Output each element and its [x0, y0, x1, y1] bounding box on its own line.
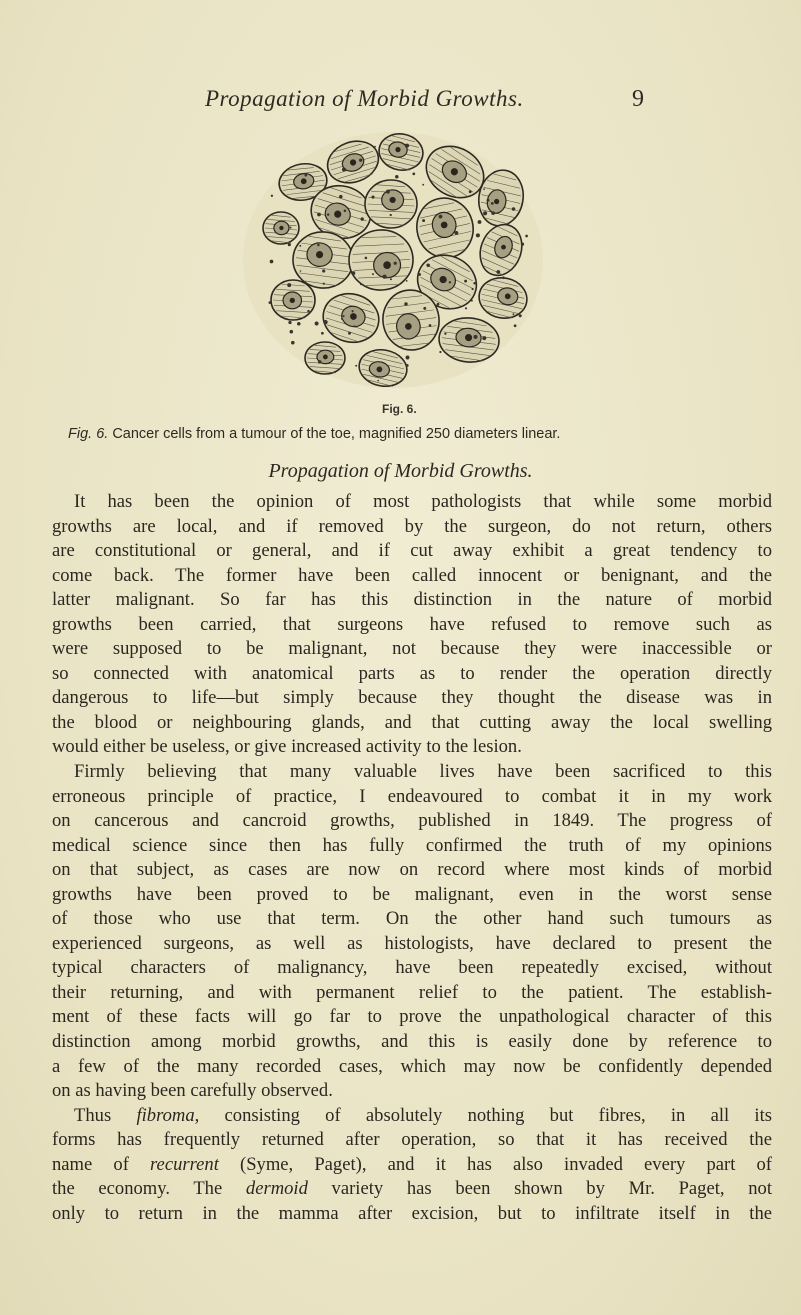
granule: [318, 360, 321, 363]
italic-term: recurrent: [150, 1153, 219, 1175]
granule: [271, 195, 273, 197]
granule: [390, 214, 392, 216]
granule: [390, 278, 392, 280]
cancer-cell: [305, 342, 345, 374]
granule: [496, 270, 500, 274]
text-line: come back. The former have been called innocent or benignant, and the: [52, 564, 772, 586]
granule: [525, 235, 528, 238]
granule: [491, 211, 495, 215]
page-number: 9: [632, 86, 644, 112]
text-line: so connected with anatomical parts as to render the operation directly: [52, 662, 772, 684]
granule: [469, 190, 472, 193]
granule: [491, 202, 494, 205]
granule: [355, 365, 357, 367]
granule: [519, 314, 522, 317]
granule: [514, 324, 517, 327]
granule: [327, 213, 329, 215]
granule: [386, 190, 390, 194]
granule: [439, 215, 443, 219]
text-line: It has been the opinion of most pathologists that while some morbid: [74, 491, 772, 512]
granule: [383, 275, 387, 279]
granule: [304, 174, 307, 177]
granule: [307, 310, 309, 312]
figure-caption: [68, 426, 788, 442]
granule: [300, 270, 302, 272]
granule: [299, 245, 301, 247]
granule: [288, 321, 291, 324]
text-line: Thus fibroma, consisting of absolutely nothing but fibres, in all its: [74, 1104, 772, 1126]
granule: [324, 320, 328, 324]
granule: [339, 195, 343, 199]
granule: [439, 351, 441, 353]
granule: [377, 380, 379, 382]
text-line: a few of the many recorded cases, which may now be confidently depended: [52, 1055, 772, 1077]
granule: [269, 301, 272, 304]
granule: [512, 207, 516, 211]
granule: [404, 302, 407, 305]
granule: [288, 243, 291, 246]
cancer-cell: [365, 180, 417, 228]
granule: [317, 244, 320, 247]
granule: [341, 318, 343, 320]
granule: [323, 188, 325, 190]
granule: [371, 196, 374, 199]
granule: [472, 288, 474, 290]
granule: [418, 273, 421, 276]
cancer-cell: [271, 280, 315, 320]
granule: [483, 211, 487, 215]
text-line: experienced surgeons, as well as histologists, have declared to present the: [52, 932, 772, 954]
text-line: their returning, and with permanent relief to the patient. The establish-: [52, 981, 772, 1003]
cancer-cells-illustration: [233, 120, 553, 395]
text-line: latter malignant. So far has this distinction in the nature of morbid: [52, 589, 772, 611]
granule: [478, 201, 480, 203]
granule: [323, 283, 325, 285]
granule: [512, 313, 514, 315]
granule: [437, 303, 440, 306]
italic-term: dermoid: [245, 1178, 308, 1200]
granule: [423, 307, 426, 310]
granule: [471, 300, 473, 302]
granule: [444, 333, 446, 335]
text-line: only to return in the mamma after excision, but to infiltrate itself in the: [52, 1202, 772, 1224]
granule: [297, 322, 301, 326]
text-line: on that subject, as cases are now on record where most kinds of morbid: [52, 859, 772, 881]
text-line: growths are local, and if removed by the surgeon, do not return, others: [52, 515, 772, 537]
granule: [394, 262, 397, 265]
text-line: growths been carried, that surgeons have refused to remove such as: [52, 613, 772, 635]
granule: [465, 307, 467, 309]
text-line: forms has frequently returned after operation, so that it has received the: [52, 1129, 772, 1151]
text-line: typical characters of malignancy, have been repeatedly excised, without: [52, 957, 772, 979]
granule: [287, 283, 291, 287]
granule: [502, 276, 505, 279]
granule: [406, 364, 409, 367]
cells-engraving: [233, 120, 553, 395]
granule: [290, 227, 292, 229]
granule: [449, 281, 451, 283]
running-head: Propagation of Morbid Growths.: [205, 86, 524, 111]
text-line: on cancerous and cancroid growths, published in 1849. The progress of: [52, 810, 772, 832]
granule: [473, 335, 477, 339]
granule: [454, 231, 458, 235]
granule: [412, 173, 415, 176]
granule: [521, 243, 524, 246]
granule: [351, 271, 355, 275]
text-line: dangerous to life—but simply because they thought the disease was in: [52, 687, 772, 709]
text-line: of those who use that term. On the other hand such tumours as: [52, 908, 772, 930]
granule: [351, 310, 353, 312]
cancer-cell: [263, 212, 299, 244]
granule: [361, 217, 364, 220]
granule: [291, 341, 295, 345]
granule: [348, 332, 351, 335]
granule: [360, 283, 362, 285]
granule: [405, 144, 409, 148]
text-line: name of recurrent (Syme, Paget), and it has also invaded every part of: [52, 1153, 772, 1175]
text-line: Firmly believing that many valuable lives have been sacrificed to this: [74, 761, 772, 783]
granule: [317, 213, 321, 217]
italic-term: fibroma: [136, 1104, 195, 1126]
text-line: erroneous principle of practice, I endeavoured to combat it in my work: [52, 785, 772, 807]
granule: [342, 167, 346, 171]
granule: [482, 336, 486, 340]
granule: [395, 175, 399, 179]
text-line: would either be useless, or give increased activity to the lesion.: [52, 736, 522, 758]
granule: [359, 159, 362, 162]
granule: [321, 332, 324, 335]
granule: [353, 325, 355, 327]
granule: [372, 273, 374, 275]
granule: [315, 322, 319, 326]
granule: [422, 184, 424, 186]
granule: [473, 282, 476, 285]
granule: [476, 233, 480, 237]
text-line: distinction among morbid growths, and this is easily done by reference to: [52, 1031, 772, 1053]
granule: [426, 263, 430, 267]
granule: [343, 315, 345, 317]
body-text: [52, 490, 772, 1226]
granule: [290, 330, 294, 334]
granule: [422, 219, 425, 222]
text-line: were supposed to be malignant, not because they were inaccessible or: [52, 638, 772, 660]
granule: [322, 269, 325, 272]
granule: [487, 199, 490, 202]
granule: [374, 146, 376, 148]
text-line: medical science since then has fully confirmed the truth of my opinions: [52, 834, 772, 856]
granule: [478, 220, 482, 224]
granule: [464, 280, 467, 283]
text-line: the economy. The dermoid variety has been shown by Mr. Paget, not: [52, 1178, 772, 1200]
figure-label: Fig. 6.: [382, 402, 417, 416]
section-title: Propagation of Morbid Growths.: [268, 460, 533, 482]
granule: [406, 356, 410, 360]
text-line: growths have been proved to be malignant, even in the worst sense: [52, 883, 772, 905]
granule: [483, 188, 485, 190]
text-line: are constitutional or general, and if cut away exhibit a great tendency to: [52, 540, 772, 562]
granule: [344, 210, 347, 213]
caption-figure-number: Fig. 6.: [68, 426, 109, 442]
granule: [365, 257, 368, 260]
text-line: the blood or neighbouring glands, and that cutting away the local swelling: [52, 711, 772, 733]
text-line: on as having been carefully observed.: [52, 1080, 333, 1102]
caption-text: Cancer cells from a tumour of the toe, magnified 250 diameters linear.: [112, 426, 561, 442]
granule: [406, 280, 408, 282]
granule: [429, 324, 432, 327]
granule: [270, 260, 274, 264]
text-line: ment of these facts will go far to prove the unpathological character of this: [52, 1006, 772, 1028]
